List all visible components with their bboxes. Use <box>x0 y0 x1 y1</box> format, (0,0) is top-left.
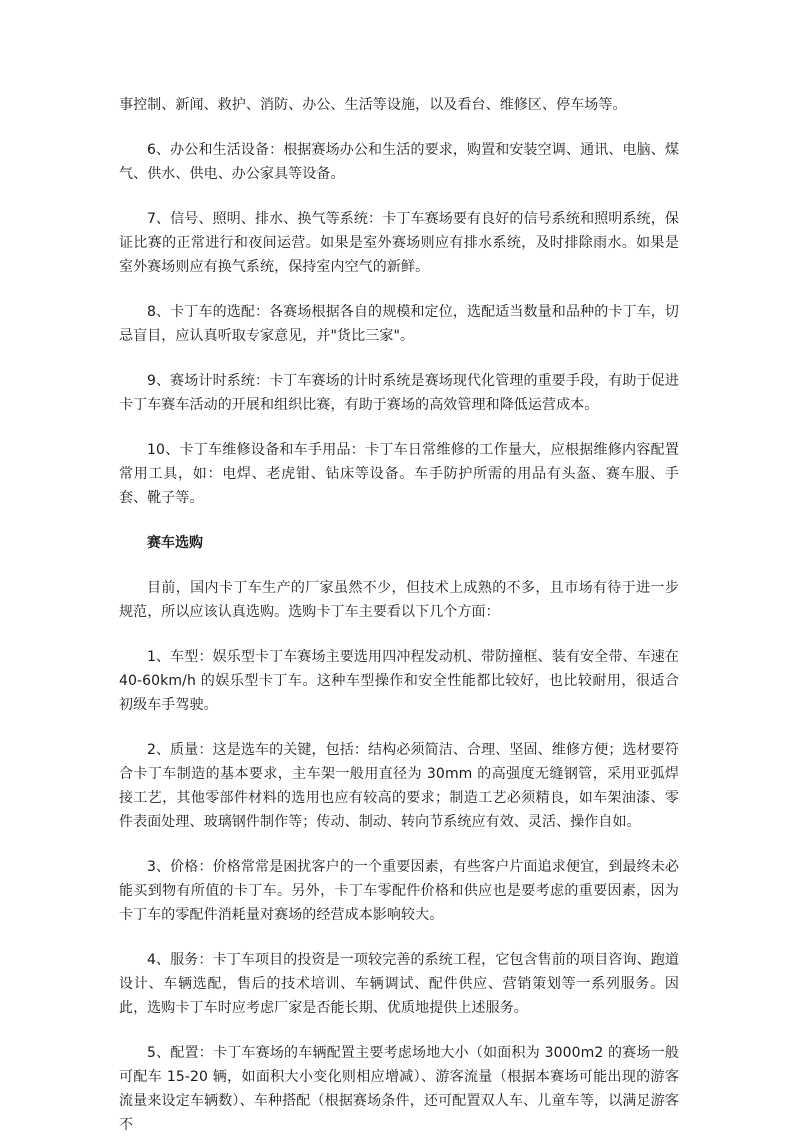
paragraph-price: 3、价格：价格常常是困扰客户的一个重要因素，有些客户片面追求便宜，到最终未必能买到物有所值的卡丁车。另外，卡丁车零配件价格和供应也是要考虑的重要因素，因为卡丁车的零配件消耗量对赛场的经营成本影响较大。 <box>119 859 679 923</box>
paragraph-item-10: 10、卡丁车维修设备和车手用品：卡丁车日常维修的工作量大，应根据维修内容配置常用工具，如：电焊、老虎钳、钻床等设备。车手防护所需的用品有头盔、赛车服、手套、靴子等。 <box>119 442 679 506</box>
document-page <box>119 93 679 1137</box>
paragraph-vehicle-type: 1、车型：娱乐型卡丁车赛场主要选用四冲程发动机、带防撞框、装有安全带、车速在40-60km/h 的娱乐型卡丁车。这种车型操作和安全性能都比较好，也比较耐用，很适合初级车手驾驶。 <box>119 649 679 713</box>
paragraph-item-6: 6、办公和生活设备：根据赛场办公和生活的要求，购置和安装空调、通讯、电脑、煤气、供水、供电、办公家具等设备。 <box>119 142 679 182</box>
paragraph-item-7: 7、信号、照明、排水、换气等系统：卡丁车赛场要有良好的信号系统和照明系统，保证比赛的正常进行和夜间运营。如果是室外赛场则应有排水系统，及时排除雨水。如果是室外赛场则应有换气系统，保持室内空气的新鲜。 <box>119 211 679 275</box>
paragraph-configuration: 5、配置：卡丁车赛场的车辆配置主要考虑场地大小（如面积为 3000m2 的赛场一般可配车 15-20 辆，如面积大小变化则相应增减）、游客流量（根据本赛场可能出现的游客流量来设定车辆数）、车种搭配（根据赛场条件，还可配置双人车、儿童车等，以满足游客不 <box>119 1045 679 1133</box>
paragraph-service: 4、服务：卡丁车项目的投资是一项较完善的系统工程，它包含售前的项目咨询、跑道设计、车辆选配，售后的技术培训、车辆调试、配件供应、营销策划等一系列服务。因此，选购卡丁车时应考虑厂家是否能长期、优质地提供上述服务。 <box>119 952 679 1016</box>
paragraph-quality: 2、质量：这是选车的关键，包括：结构必须简洁、合理、坚固、维修方便；选材要符合卡丁车制造的基本要求，主车架一般用直径为 30mm 的高强度无缝钢管，采用亚弧焊接工艺，其他零部件材料的选用也应有较高的要求；制造工艺必须精良，如车架油漆、零件表面处理、玻璃钢件制作等；传动、制动、转向节系统应有效、灵活、操作自如。 <box>119 742 679 830</box>
paragraph-intro: 目前，国内卡丁车生产的厂家虽然不少，但技术上成熟的不多，且市场有待于进一步规范，所以应该认真选购。选购卡丁车主要看以下几个方面： <box>119 580 679 620</box>
section-heading: 赛车选购 <box>147 535 203 551</box>
paragraph-continuation: 事控制、新闻、救护、消防、办公、生活等设施，以及看台、维修区、停车场等。 <box>119 97 627 113</box>
paragraph-item-8: 8、卡丁车的选配：各赛场根据各自的规模和定位，选配适当数量和品种的卡丁车，切忌盲目，应认真听取专家意见，并"货比三家"。 <box>119 304 679 344</box>
paragraph-item-9: 9、赛场计时系统：卡丁车赛场的计时系统是赛场现代化管理的重要手段，有助于促进卡丁车赛车活动的开展和组织比赛，有助于赛场的高效管理和降低运营成本。 <box>119 373 679 413</box>
